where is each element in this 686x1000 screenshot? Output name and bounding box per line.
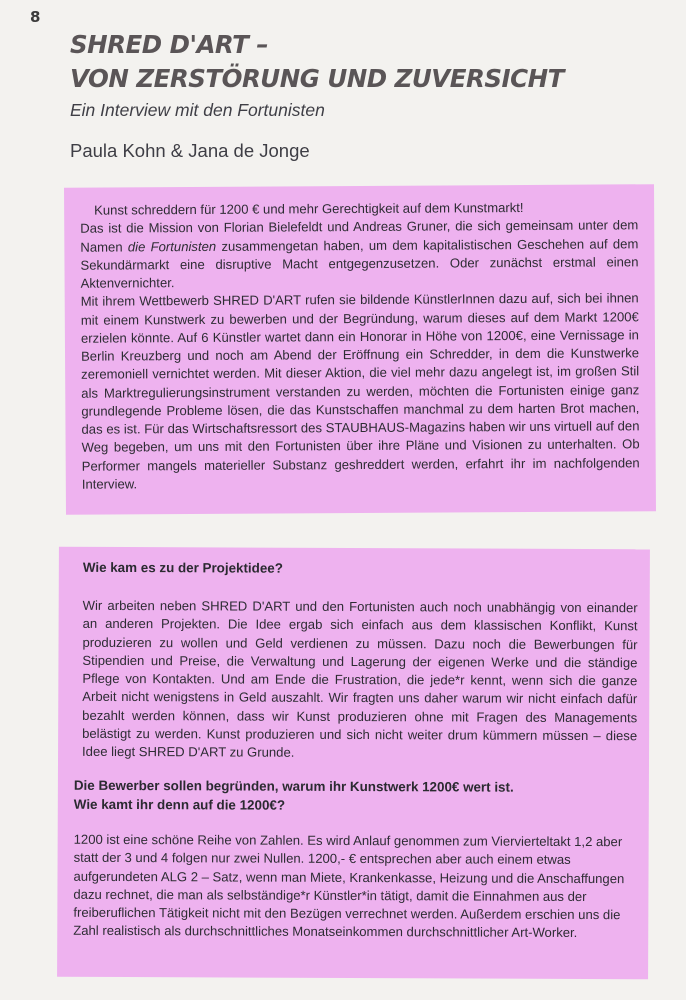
- intro-p1-start: Das ist die Mission von Florian Bielefeldt und Andreas Gruner, die sich gemeinsam unter dem Namen: [80, 217, 639, 255]
- intro-lead-line: Kunst schreddern für 1200 € und mehr Gerechtigkeit auf dem Kunstmarkt!: [94, 199, 524, 218]
- interview-answer-1: Wir arbeiten neben SHRED D'ART und den Fortunisten auch noch unabhängig von einander an anderen Projekten. Die Idee ergab sich einfach aus dem klassischen Konflikt, Kunst produzieren zu wollen und Geld verdienen zu müssen. Dazu noch die Bewerbungen für Stipendien und Preise, die Verwaltung und Lagerung der eigenen Werke und die ständige Pflege von Kontakten. Und am Ende die Frustration, die jede*r kennt, wenn sich die ganze Arbeit nicht wenigstens in Geld auszahlt. Wir fragten uns daher warum wir nicht einfach dafür bezahlt werden können, dass wir Kunst produzieren ohne mit Fragen des Managements belästigt zu werden. Kunst produzieren und sich nicht weiter drum kümmern müssen – diese Idee liegt SHRED D'ART zu Grunde.: [82, 597, 638, 760]
- intro-paragraph-1: [80, 217, 638, 293]
- intro-p1-group-name: die Fortunisten: [127, 238, 217, 254]
- intro-box: [64, 184, 656, 515]
- interview-question-2-line-1: Die Bewerber sollen begründen, warum ihr Kunstwerk 1200€ wert ist.: [73, 777, 514, 795]
- interview-answer-2: 1200 ist eine schöne Reihe von Zahlen. Es wird Anlauf genommen zum Viervierteltakt 1,2 aber statt der 3 und 4 folgen nur zwei Nullen. 1200,- € entsprechen aber auch einem etwas aufgerundeten ALG 2 – Satz, wenn man Miete, Krankenkasse, Heizung und die Anschaffungen dazu rechnet, die man als selbständige*r Künstler*in tätigt, damit die Einnahmen aus der freiberuflichen Tätigkeit nicht mit den Bezügen verrechnet werden. Außerdem erschien uns die Zahl realistisch als durchschnittliches Monatseinkommen durchschnittlicher Art-Worker.: [73, 831, 625, 941]
- interview-question-1: Wie kam es zu der Projektidee?: [82, 559, 283, 576]
- article-authors: Paula Kohn & Jana de Jonge: [70, 140, 310, 161]
- page-number: 8: [30, 8, 41, 26]
- interview-question-2-line-2: Wie kamt ihr denn auf die 1200€?: [73, 796, 286, 813]
- interview-question-2: [74, 777, 624, 816]
- article-title-line-1: SHRED D'ART –: [70, 30, 269, 59]
- interview-box: [57, 547, 650, 980]
- intro-text: [80, 198, 640, 493]
- article-subtitle: Ein Interview mit den Fortunisten: [70, 100, 325, 120]
- article-title: [70, 28, 670, 96]
- intro-p1-end: zusammengetan haben, um dem kapitalistischen Geschehen auf dem Sekundärmarkt eine disruptive Macht entgegenzusetzen. Oder zunächst erstmal einen Aktenvernichter.: [80, 235, 639, 291]
- article-title-line-2: VON ZERSTÖRUNG UND ZUVERSICHT: [70, 64, 564, 93]
- intro-paragraph-2: Mit ihrem Wettbewerb SHRED D'ART rufen sie bildende KünstlerInnen dazu auf, sich bei ihnen mit einem Kunstwerk zu bewerben und der Begründung, warum dieses auf dem Markt 1200€ erzielen könnte. Auf 6 Künstler wartet dann ein Honorar in Höhe von 1200€, eine Vernissage in Berlin Kreuzberg und noch am Abend der Eröffnung ein Schredder, in dem die Kunstwerke zeremoniell vernichtet werden. Mit dieser Aktion, die viel mehr dazu angelegt ist, im großen Stil als Marktregulierungsinstrument verstanden zu werden, möchten die Fortunisten einige ganz grundlegende Probleme lösen, die das Kunstschaffen manchmal zu dem harten Brot machen, das es ist. Für das Wirtschaftsressort des STAUBHAUS-Magazins haben wir uns virtuell auf den Weg begeben, um uns mit den Fortunisten über ihre Pläne und Visionen zu unterhalten. Ob Performer mangels materieller Substanz geshreddert werden, erfahrt ihr im nachfolgenden Interview.: [80, 290, 640, 492]
